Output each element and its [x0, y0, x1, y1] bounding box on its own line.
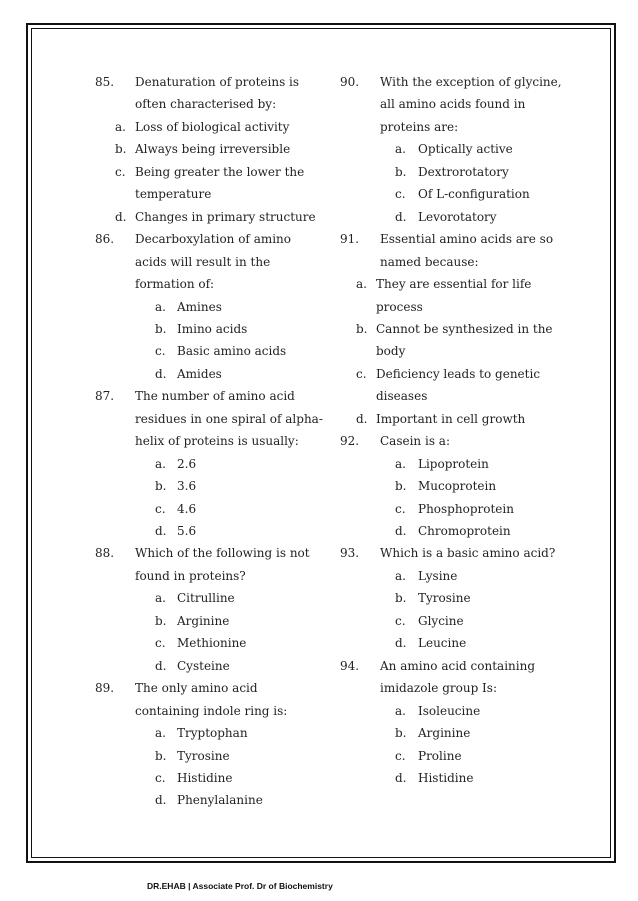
option-text: Methionine — [177, 636, 247, 651]
question-number: 86. — [95, 232, 115, 247]
option-letter: d. — [395, 636, 407, 651]
option-letter: d. — [356, 411, 368, 426]
question-stem-line: helix of proteins is usually: — [135, 434, 299, 449]
page-footer: DR.EHAB | Associate Prof. Dr of Biochemistry — [147, 881, 333, 891]
option-letter: c. — [356, 366, 367, 381]
question-stem-line: Essential amino acids are so — [380, 232, 554, 247]
option-text: 4.6 — [177, 501, 197, 516]
option-letter: d. — [155, 524, 167, 538]
question-stem-line: The only amino acid — [135, 681, 258, 696]
option-letter: d. — [155, 793, 167, 808]
option-letter: b. — [395, 726, 407, 741]
option-letter: b. — [155, 479, 167, 494]
option-letter: a. — [155, 456, 166, 471]
option-text: Cysteine — [177, 658, 230, 673]
question-number: 93. — [340, 546, 360, 561]
option-letter: d. — [155, 658, 167, 673]
option-letter: a. — [115, 119, 126, 134]
question-number: 91. — [340, 232, 360, 247]
question-number: 94. — [340, 658, 360, 673]
question-stem-line: often characterised by: — [135, 97, 277, 112]
option-letter: a. — [395, 703, 406, 718]
option-text: Histidine — [177, 770, 233, 785]
question-stem-line: Decarboxylation of amino — [135, 232, 292, 247]
question-stem-line: acids will result in the — [135, 254, 271, 269]
option-letter: a. — [155, 726, 166, 741]
option-letter: c. — [395, 187, 406, 202]
option-letter: c. — [395, 613, 406, 628]
option-letter: c. — [395, 501, 406, 516]
option-text: Citrulline — [177, 591, 235, 606]
option-letter: b. — [155, 321, 167, 336]
option-letter: a. — [395, 568, 406, 583]
option-text: Tyrosine — [418, 591, 471, 606]
option-text: Histidine — [418, 770, 474, 785]
option-text: temperature — [135, 187, 212, 202]
option-letter: b. — [115, 142, 127, 157]
question-number: 88. — [95, 546, 115, 561]
option-letter: a. — [356, 277, 367, 292]
option-text: Arginine — [418, 726, 471, 741]
option-text: Chromoprotein — [418, 524, 511, 538]
question-number: 92. — [340, 434, 360, 449]
option-text: Imino acids — [177, 321, 248, 336]
option-letter: c. — [155, 501, 166, 516]
question-number: 89. — [95, 681, 115, 696]
option-text: Changes in primary structure — [135, 209, 316, 224]
option-letter: d. — [395, 209, 407, 224]
option-letter: c. — [155, 770, 166, 785]
option-letter: c. — [155, 636, 166, 651]
option-text: They are essential for life — [376, 277, 532, 292]
option-text: Important in cell growth — [376, 411, 526, 426]
option-text: Tyrosine — [177, 748, 230, 763]
option-letter: b. — [155, 613, 167, 628]
option-text: Glycine — [418, 613, 464, 628]
option-letter: a. — [395, 456, 406, 471]
option-text: 5.6 — [177, 524, 197, 538]
option-letter: b. — [395, 591, 407, 606]
option-text: Being greater the lower the — [135, 164, 305, 179]
question-stem-line: named because: — [380, 254, 479, 269]
option-letter: c. — [115, 164, 126, 179]
option-text: 3.6 — [177, 479, 197, 494]
option-letter: a. — [155, 299, 166, 314]
question-stem-line: The number of amino acid — [135, 389, 295, 404]
question-stem-line: residues in one spiral of alpha- — [135, 411, 323, 426]
question-stem-line: Denaturation of proteins is — [135, 75, 300, 89]
option-text: Loss of biological activity — [135, 119, 290, 134]
option-text: Phenylalanine — [177, 793, 263, 808]
question-stem-line: formation of: — [135, 277, 215, 292]
option-letter: b. — [395, 479, 407, 494]
option-text: Proline — [418, 748, 462, 763]
option-text: Of L-configuration — [418, 187, 530, 202]
option-text: Amides — [177, 366, 222, 381]
option-text: Deficiency leads to genetic — [376, 366, 541, 381]
option-text: Mucoprotein — [418, 479, 497, 494]
option-text: Levorotatory — [418, 209, 497, 224]
option-text: Tryptophan — [177, 726, 248, 741]
question-stem-line: An amino acid containing — [380, 658, 536, 673]
option-text: Lipoprotein — [418, 456, 489, 471]
option-letter: a. — [155, 591, 166, 606]
option-text: Phosphoprotein — [418, 501, 514, 516]
option-letter: a. — [395, 142, 406, 157]
option-text: Basic amino acids — [177, 344, 287, 359]
option-text: diseases — [376, 389, 428, 404]
option-text: process — [376, 299, 423, 314]
option-letter: b. — [395, 164, 407, 179]
option-text: Cannot be synthesized in the — [376, 321, 553, 336]
question-number: 87. — [95, 389, 115, 404]
option-letter: c. — [155, 344, 166, 359]
option-text: Amines — [177, 299, 222, 314]
question-stem-line: containing indole ring is: — [135, 703, 288, 718]
option-letter: c. — [395, 748, 406, 763]
question-stem-line: found in proteins? — [135, 568, 246, 583]
question-stem-line: Which of the following is not — [135, 546, 310, 561]
question-stem-line: all amino acids found in — [380, 97, 526, 112]
option-text: Optically active — [418, 142, 513, 157]
option-text: Arginine — [177, 613, 230, 628]
option-text: 2.6 — [177, 456, 197, 471]
option-letter: d. — [395, 524, 407, 538]
option-letter: d. — [115, 209, 127, 224]
option-text: Always being irreversible — [135, 142, 291, 157]
option-text: Leucine — [418, 636, 467, 651]
option-letter: d. — [395, 770, 407, 785]
option-letter: b. — [155, 748, 167, 763]
question-number: 90. — [340, 75, 360, 89]
option-letter: d. — [155, 366, 167, 381]
question-stem-line: Which is a basic amino acid? — [380, 546, 556, 561]
option-text: Lysine — [418, 568, 458, 583]
question-stem-line: With the exception of glycine, — [380, 75, 562, 89]
option-text: Dextrorotatory — [418, 164, 509, 179]
question-number: 85. — [95, 75, 115, 89]
question-stem-line: imidazole group Is: — [380, 681, 497, 696]
option-letter: b. — [356, 321, 368, 336]
question-stem-line: Casein is a: — [380, 434, 450, 449]
question-stem-line: proteins are: — [380, 119, 459, 134]
option-text: Isoleucine — [418, 703, 481, 718]
option-text: body — [376, 344, 406, 359]
